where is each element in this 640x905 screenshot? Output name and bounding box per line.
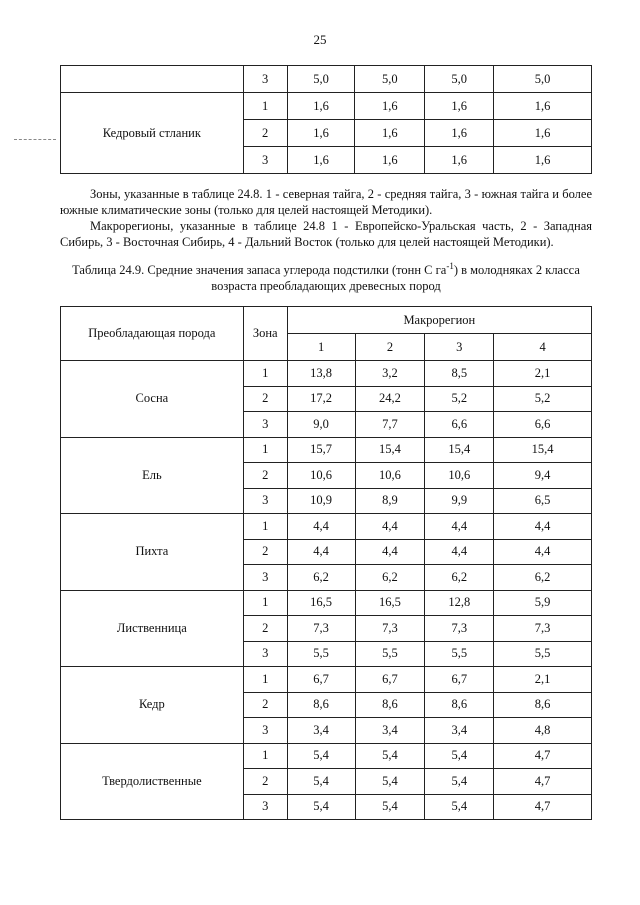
species-cell [61, 66, 244, 93]
zone-cell: 2 [243, 692, 287, 718]
value-cell: 7,3 [355, 616, 425, 642]
value-cell: 4,4 [425, 539, 494, 565]
value-cell: 2,1 [494, 361, 592, 387]
value-cell: 7,3 [425, 616, 494, 642]
table-row [61, 93, 592, 120]
value-cell: 10,9 [287, 488, 355, 514]
value-cell: 2,1 [494, 667, 592, 693]
value-cell: 1,6 [494, 147, 592, 174]
value-cell: 4,4 [494, 539, 592, 565]
value-cell: 1,6 [287, 120, 355, 147]
value-cell: 4,4 [425, 514, 494, 540]
value-cell: 1,6 [287, 93, 355, 120]
zone-cell: 3 [243, 412, 287, 438]
value-cell: 9,9 [425, 488, 494, 514]
value-cell: 3,2 [355, 361, 425, 387]
value-cell: 4,7 [494, 769, 592, 795]
value-cell: 5,4 [287, 769, 355, 795]
value-cell: 5,5 [494, 641, 592, 667]
zone-cell: 1 [243, 667, 287, 693]
value-cell: 6,7 [355, 667, 425, 693]
table-header [61, 307, 592, 361]
value-cell: 8,9 [355, 488, 425, 514]
value-cell: 3,4 [425, 718, 494, 744]
value-cell: 15,4 [355, 437, 425, 463]
value-cell: 4,4 [287, 539, 355, 565]
value-cell: 9,0 [287, 412, 355, 438]
header-region-1: 1 [287, 334, 355, 361]
zone-cell: 1 [243, 93, 287, 120]
value-cell: 5,5 [287, 641, 355, 667]
value-cell: 5,2 [425, 386, 494, 412]
carbon-stock-table [60, 306, 592, 820]
value-cell: 5,4 [287, 794, 355, 820]
zone-cell: 3 [243, 565, 287, 591]
zone-cell: 2 [243, 120, 287, 147]
value-cell: 16,5 [355, 590, 425, 616]
table-row [61, 66, 592, 93]
zone-cell: 2 [243, 539, 287, 565]
table-row [61, 743, 592, 769]
value-cell: 13,8 [287, 361, 355, 387]
species-cell: Кедр [61, 667, 244, 744]
header-macroregion: Макрорегион [287, 307, 591, 334]
value-cell: 5,0 [425, 66, 494, 93]
value-cell: 6,6 [425, 412, 494, 438]
table-row [61, 590, 592, 616]
value-cell: 3,4 [287, 718, 355, 744]
value-cell: 5,9 [494, 590, 592, 616]
value-cell: 5,5 [425, 641, 494, 667]
zones-paragraph [60, 186, 592, 218]
caption-text-1: Таблица 24.9. Средние значения запаса углерода подстилки (тонн С га [72, 263, 447, 278]
value-cell: 15,4 [425, 437, 494, 463]
top-table-continuation [60, 65, 592, 174]
value-cell: 16,5 [287, 590, 355, 616]
value-cell: 5,4 [425, 794, 494, 820]
value-cell: 5,5 [355, 641, 425, 667]
value-cell: 6,2 [355, 565, 425, 591]
value-cell: 7,3 [494, 616, 592, 642]
zone-cell: 1 [243, 514, 287, 540]
top-table-body [61, 66, 592, 174]
value-cell: 5,0 [287, 66, 355, 93]
value-cell: 6,2 [494, 565, 592, 591]
value-cell: 5,2 [494, 386, 592, 412]
value-cell: 15,4 [494, 437, 592, 463]
table-row [61, 667, 592, 693]
value-cell: 5,4 [287, 743, 355, 769]
value-cell: 10,6 [287, 463, 355, 489]
zone-cell: 3 [243, 66, 287, 93]
species-cell: Ель [61, 437, 244, 514]
zone-cell: 2 [243, 463, 287, 489]
value-cell: 8,6 [494, 692, 592, 718]
table-row [61, 361, 592, 387]
macroregions-text: Макрорегионы, указанные в таблице 24.8 1 - Европейско-Уральская часть, 2 - Западная Сибирь, 3 - Восточная Сибирь, 4 - Дальний Восток (только для целей настоящей Методики). [60, 219, 592, 249]
table-row [61, 437, 592, 463]
value-cell: 4,4 [287, 514, 355, 540]
value-cell: 4,4 [494, 514, 592, 540]
value-cell: 4,4 [355, 514, 425, 540]
caption-text-2: ) в молодняках 2 класса возраста преобладающих древесных пород [211, 263, 580, 294]
value-cell: 10,6 [355, 463, 425, 489]
species-cell: Сосна [61, 361, 244, 438]
value-cell: 9,4 [494, 463, 592, 489]
scan-artifact-line [14, 139, 56, 140]
value-cell: 24,2 [355, 386, 425, 412]
zone-cell: 3 [243, 488, 287, 514]
zone-cell: 3 [243, 641, 287, 667]
value-cell: 5,4 [425, 743, 494, 769]
value-cell: 6,7 [287, 667, 355, 693]
value-cell: 12,8 [425, 590, 494, 616]
value-cell: 4,7 [494, 794, 592, 820]
value-cell: 5,4 [355, 794, 425, 820]
value-cell: 1,6 [425, 120, 494, 147]
value-cell: 1,6 [494, 93, 592, 120]
value-cell: 5,0 [355, 66, 425, 93]
value-cell: 17,2 [287, 386, 355, 412]
value-cell: 8,5 [425, 361, 494, 387]
value-cell: 6,2 [425, 565, 494, 591]
value-cell: 5,0 [494, 66, 592, 93]
header-region-3: 3 [425, 334, 494, 361]
value-cell: 1,6 [494, 120, 592, 147]
zone-cell: 3 [243, 794, 287, 820]
species-cell: Пихта [61, 514, 244, 591]
value-cell: 15,7 [287, 437, 355, 463]
species-cell: Твердолиственные [61, 743, 244, 820]
zone-cell: 1 [243, 437, 287, 463]
zone-cell: 2 [243, 616, 287, 642]
zone-cell: 2 [243, 386, 287, 412]
value-cell: 5,4 [355, 743, 425, 769]
zone-cell: 2 [243, 769, 287, 795]
value-cell: 6,7 [425, 667, 494, 693]
value-cell: 4,4 [355, 539, 425, 565]
value-cell: 5,4 [355, 769, 425, 795]
value-cell: 1,6 [425, 93, 494, 120]
value-cell: 4,8 [494, 718, 592, 744]
zones-text: Зоны, указанные в таблице 24.8. 1 - северная тайга, 2 - средняя тайга, 3 - южная тайга и более южные климатические зоны (только для целей настоящей Методики). [60, 187, 592, 217]
zone-cell: 1 [243, 361, 287, 387]
table-caption [60, 258, 592, 294]
header-species: Преобладающая порода [61, 307, 244, 361]
value-cell: 5,4 [425, 769, 494, 795]
zone-cell: 1 [243, 743, 287, 769]
zone-cell: 3 [243, 718, 287, 744]
value-cell: 7,3 [287, 616, 355, 642]
table-body [61, 361, 592, 820]
value-cell: 1,6 [355, 93, 425, 120]
value-cell: 1,6 [355, 120, 425, 147]
value-cell: 10,6 [425, 463, 494, 489]
value-cell: 7,7 [355, 412, 425, 438]
caption-superscript: -1 [446, 261, 454, 271]
value-cell: 8,6 [355, 692, 425, 718]
zone-cell: 3 [243, 147, 287, 174]
header-zone: Зона [243, 307, 287, 361]
value-cell: 3,4 [355, 718, 425, 744]
header-region-2: 2 [355, 334, 425, 361]
species-cell: Лиственница [61, 590, 244, 667]
value-cell: 1,6 [425, 147, 494, 174]
value-cell: 6,5 [494, 488, 592, 514]
value-cell: 1,6 [287, 147, 355, 174]
value-cell: 8,6 [287, 692, 355, 718]
page-number: 25 [313, 32, 327, 47]
header-region-4: 4 [494, 334, 592, 361]
value-cell: 6,6 [494, 412, 592, 438]
species-cell: Кедровый стланик [61, 93, 244, 174]
value-cell: 8,6 [425, 692, 494, 718]
table-row [61, 514, 592, 540]
zone-cell: 1 [243, 590, 287, 616]
value-cell: 4,7 [494, 743, 592, 769]
macroregions-paragraph [60, 218, 592, 250]
value-cell: 6,2 [287, 565, 355, 591]
value-cell: 1,6 [355, 147, 425, 174]
